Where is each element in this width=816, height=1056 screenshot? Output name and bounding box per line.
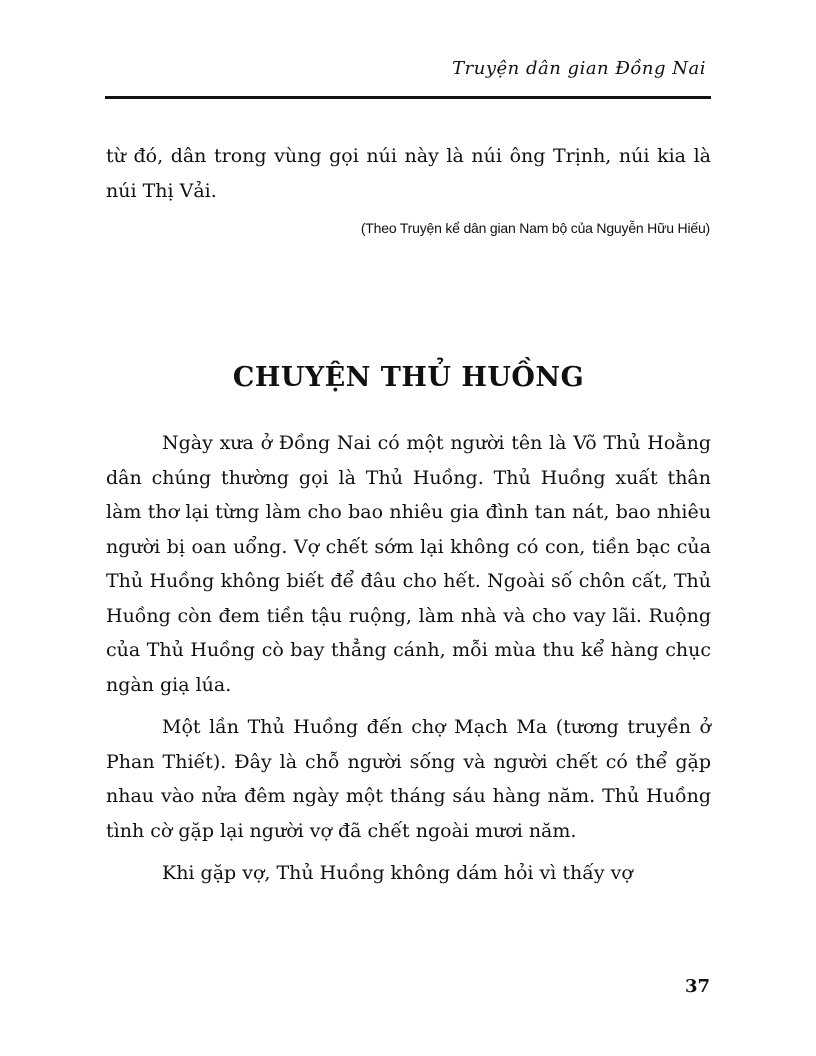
story-body [106, 426, 711, 899]
story-paragraph: Ngày xưa ở Đồng Nai có một người tên là Võ Thủ Hoằng dân chúng thường gọi là Thủ Huồng. Thủ Huồng xuất thân làm thơ lại từng làm cho bao nhiêu gia đình tan nát, bao nhiêu người bị oan uổng. Vợ chết sớm lại không có con, tiền bạc của Thủ Huồng không biết để đâu cho hết. Ngoài số chôn cất, Thủ Huồng còn đem tiền tậu ruộng, làm nhà và cho vay lãi. Ruộng của Thủ Huồng cò bay thẳng cánh, mỗi mùa thu kể hàng chục ngàn giạ lúa. [106, 432, 711, 696]
story-title: CHUYỆN THỦ HUỒNG [232, 362, 585, 393]
running-header-title: Truyện dân gian Đồng Nai [452, 58, 706, 79]
page-number: 37 [684, 976, 710, 997]
lead-paragraph: từ đó, dân trong vùng gọi núi này là núi ông Trịnh, núi kia là núi Thị Vải. [106, 145, 711, 202]
story-paragraph: Khi gặp vợ, Thủ Huồng không dám hỏi vì thấy vợ [162, 862, 633, 884]
header-rule [105, 96, 711, 99]
story-paragraph: Một lần Thủ Huồng đến chợ Mạch Ma (tương truyền ở Phan Thiết). Đây là chỗ người sống và người chết có thể gặp nhau vào nửa đêm ngày một tháng sáu hàng năm. Thủ Huồng tình cờ gặp lại người vợ đã chết ngoài mươi năm. [106, 716, 711, 842]
source-citation: (Theo Truyện kể dân gian Nam bộ của Nguyễn Hữu Hiếu) [360, 220, 710, 236]
